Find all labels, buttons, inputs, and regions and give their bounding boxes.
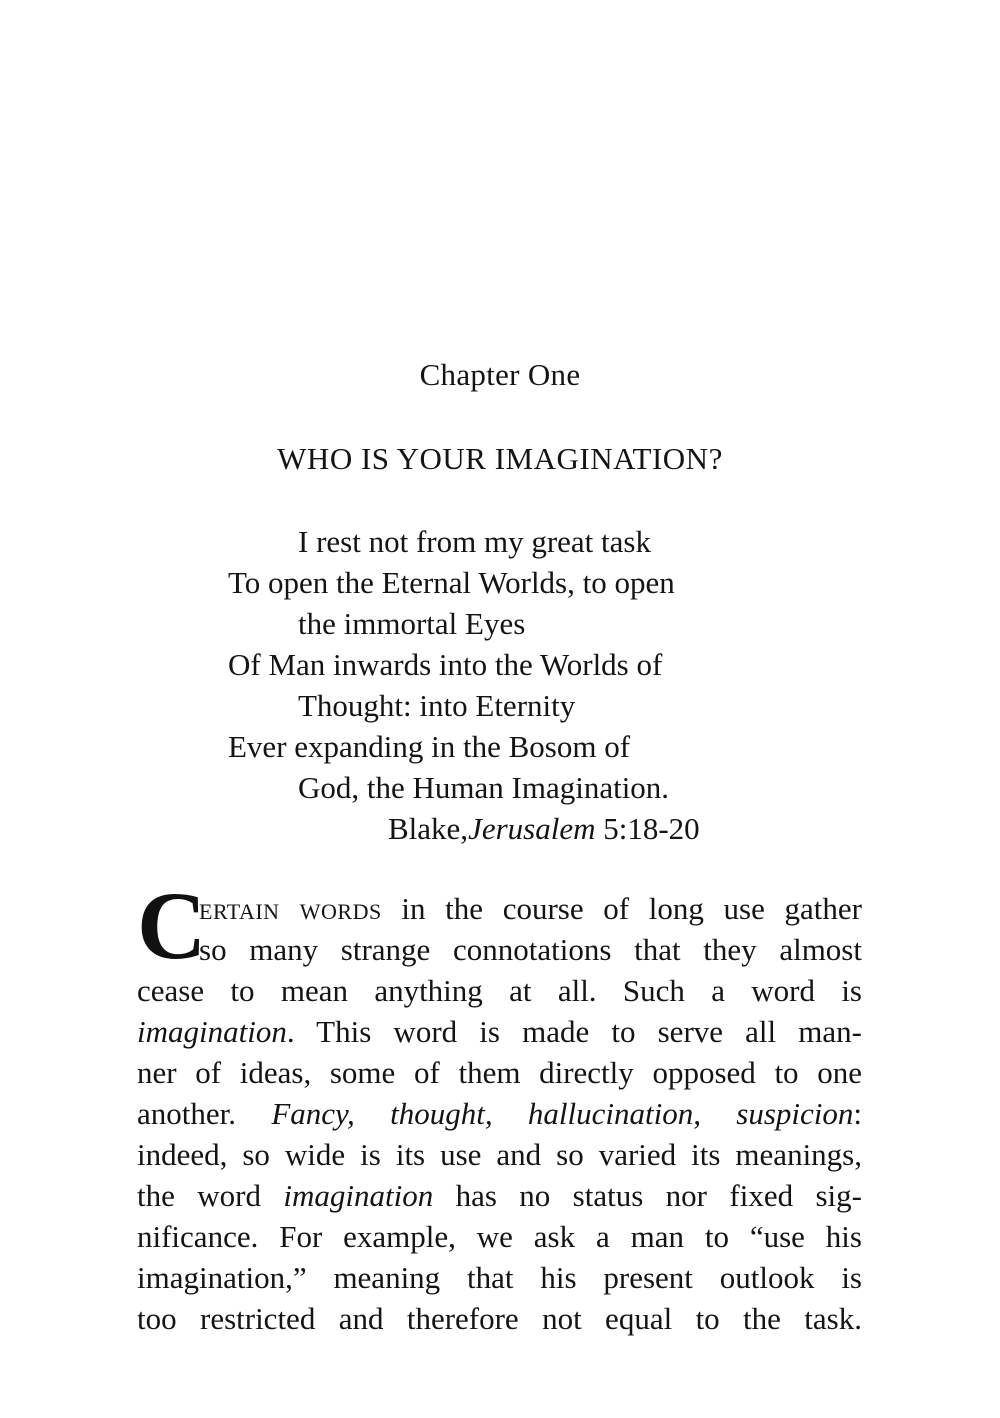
body-line-text: another.	[137, 1096, 272, 1131]
body-line: ner of ideas, some of them directly opposed to one	[137, 1055, 862, 1090]
body-line-text: in the course of long use gather	[381, 891, 862, 926]
epigraph-line: Ever expanding in the Bosom of	[228, 729, 631, 764]
italic-term: imagination	[283, 1178, 434, 1213]
body-line-text: :	[853, 1096, 863, 1131]
body-line: cease to mean anything at all. Such a word is	[137, 973, 862, 1008]
body-line	[137, 888, 862, 929]
body-line: too restricted and therefore not equal to the task.	[137, 1301, 862, 1336]
epigraph-line: the immortal Eyes	[298, 606, 526, 641]
epigraph-line: Of Man inwards into the Worlds of	[228, 647, 663, 682]
body-line	[137, 1093, 862, 1134]
body-line	[137, 1011, 862, 1052]
body-line: nificance. For example, we ask a man to “use his	[137, 1219, 862, 1254]
body-line: indeed, so wide is its use and so varied its meanings,	[137, 1137, 862, 1172]
epigraph-line: To open the Eternal Worlds, to open	[228, 565, 675, 600]
chapter-title: WHO IS YOUR IMAGINATION?	[277, 441, 723, 476]
drop-cap: C	[137, 872, 207, 979]
attribution-reference: 5:18-20	[603, 811, 700, 846]
attribution-work: Jerusalem	[468, 811, 596, 846]
chapter-label: Chapter One	[419, 357, 581, 392]
small-caps-opening: ertain words	[199, 891, 382, 926]
body-line-text: the word	[137, 1178, 284, 1213]
body-line-text: . This word is made to serve all man-	[286, 1014, 862, 1049]
body-line: imagination,” meaning that his present outlook is	[137, 1260, 862, 1295]
body-line-text: has no status nor fixed sig-	[433, 1178, 862, 1213]
epigraph-line: God, the Human Imagination.	[298, 770, 670, 805]
body-line: so many strange connotations that they almost	[199, 932, 862, 967]
epigraph	[228, 521, 848, 849]
attribution-author: Blake,	[388, 811, 469, 846]
italic-list: Fancy, thought, hallucination, suspicion	[271, 1096, 854, 1131]
epigraph-line: Thought: into Eternity	[298, 688, 576, 723]
italic-term: imagination	[137, 1014, 287, 1049]
body-line	[137, 1175, 862, 1216]
epigraph-attribution	[228, 808, 848, 849]
epigraph-line: I rest not from my great task	[298, 524, 651, 559]
body-paragraph	[137, 888, 862, 1339]
